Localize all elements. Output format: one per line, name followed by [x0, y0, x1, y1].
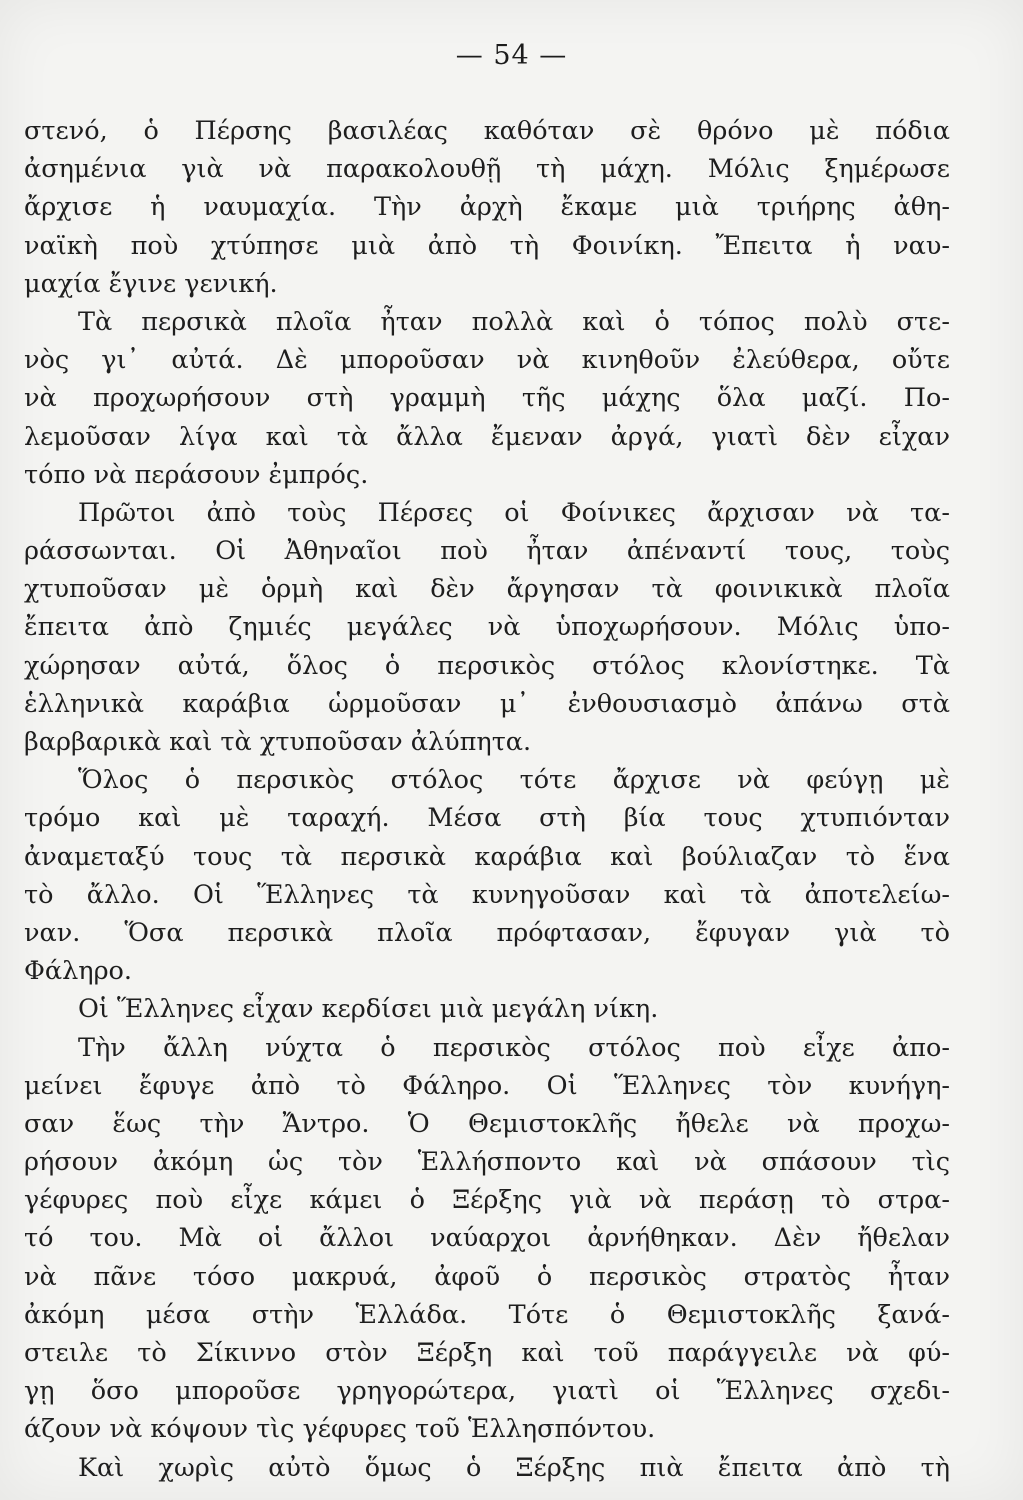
text-line: ράσσωνται. Οἱ Ἀθηναῖοι ποὺ ἦταν ἀπέναντί τους, τοὺς — [24, 536, 950, 567]
text-line: στενό, ὁ Πέρσης βασιλέας καθόταν σὲ θρόνο μὲ πόδια — [24, 116, 950, 146]
text-line: νὸς γι᾽ αὐτά. Δὲ μποροῦσαν νὰ κινηθοῦν ἐλεύθερα, οὔτε — [24, 345, 950, 376]
text-line: ναϊκὴ ποὺ χτύπησε μιὰ ἀπὸ τὴ Φοινίκη. Ἔπειτα ἡ ναυ- — [24, 230, 950, 261]
text-line: ἀκόμη μέσα στὴν Ἑλλάδα. Τότε ὁ Θεμιστοκλῆς ξανά- — [24, 1299, 950, 1330]
text-line: Τὴν ἄλλη νύχτα ὁ περσικὸς στόλος ποὺ εἶχε ἀπο- — [78, 1032, 950, 1063]
text-line: τρόμο καὶ μὲ ταραχή. Μέσα στὴ βία τους χτυπιόνταν — [24, 803, 950, 834]
text-line: μαχία ἔγινε γενική. — [24, 268, 278, 299]
page-number: — 54 — — [455, 40, 568, 71]
text-line: Ὅλος ὁ περσικὸς στόλος τότε ἄρχισε νὰ φεύγῃ μὲ — [78, 765, 950, 796]
text-line: γέφυρες ποὺ εἶχε κάμει ὁ Ξέρξης γιὰ νὰ περάσῃ τὸ στρα- — [24, 1185, 950, 1216]
text-line: ἄρχισε ἡ ναυμαχία. Τὴν ἀρχὴ ἔκαμε μιὰ τριήρης ἀθη- — [24, 192, 950, 223]
text-line: χώρησαν αὐτά, ὅλος ὁ περσικὸς στόλος κλονίστηκε. Τὰ — [24, 650, 950, 681]
text-line: τόπο νὰ περάσουν ἐμπρός. — [24, 459, 369, 490]
text-line: Καὶ χωρὶς αὐτὸ ὅμως ὁ Ξέρξης πιὰ ἔπειτα ἀπὸ τὴ — [78, 1452, 950, 1483]
text-line: ἀσημένια γιὰ νὰ παρακολουθῇ τὴ μάχη. Μόλις ξημέρωσε — [24, 154, 950, 185]
text-line: Τὰ περσικὰ πλοῖα ἦταν πολλὰ καὶ ὁ τόπος πολὺ στε- — [78, 306, 950, 337]
text-line: γῃ ὅσο μποροῦσε γρηγορώτερα, γιατὶ οἱ Ἕλληνες σχεδι- — [24, 1376, 950, 1407]
text-line: τό του. Μὰ οἱ ἄλλοι ναύαρχοι ἀρνήθηκαν. Δὲν ἤθελαν — [24, 1223, 950, 1254]
text-line: βαρβαρικὰ καὶ τὰ χτυποῦσαν ἀλύπητα. — [24, 727, 532, 757]
text-line: νὰ προχωρήσουν στὴ γραμμὴ τῆς μάχης ὅλα μαζί. Πο- — [24, 383, 950, 414]
text-line: ἑλληνικὰ καράβια ὡρμοῦσαν μ᾽ ἐνθουσιασμὸ ἀπάνω στὰ — [24, 688, 950, 719]
text-line: άζουν νὰ κόψουν τὶς γέφυρες τοῦ Ἑλλησπόντου. — [24, 1414, 656, 1445]
text-line: τὸ ἄλλο. Οἱ Ἕλληνες τὰ κυνηγοῦσαν καὶ τὰ ἀποτελείω- — [24, 879, 950, 910]
text-line: Φάληρο. — [24, 956, 133, 987]
text-line: σαν ἕως τὴν Ἄντρο. Ὁ Θεμιστοκλῆς ἤθελε νὰ προχω- — [24, 1108, 950, 1139]
text-line: ἔπειτα ἀπὸ ζημιές μεγάλες νὰ ὑποχωρήσουν. Μόλις ὑπο- — [24, 612, 950, 643]
text-line: στειλε τὸ Σίκιννο στὸν Ξέρξη καὶ τοῦ παράγγειλε νὰ φύ- — [24, 1338, 950, 1368]
text-line: ἀναμεταξύ τους τὰ περσικὰ καράβια καὶ βούλιαζαν τὸ ἕνα — [24, 841, 950, 872]
body-text — [24, 112, 950, 1487]
text-line: νὰ πᾶνε τόσο μακρυά, ἀφοῦ ὁ περσικὸς στρατὸς ἦταν — [24, 1261, 950, 1292]
text-line: ναν. Ὅσα περσικὰ πλοῖα πρόφτασαν, ἔφυγαν γιὰ τὸ — [24, 917, 950, 948]
text-line: Οἱ Ἕλληνες εἶχαν κερδίσει μιὰ μεγάλη νίκη. — [78, 994, 659, 1025]
text-line: χτυποῦσαν μὲ ὁρμὴ καὶ δὲν ἄργησαν τὰ φοινικικὰ πλοῖα — [24, 574, 950, 605]
text-line: Πρῶτοι ἀπὸ τοὺς Πέρσες οἱ Φοίνικες ἄρχισαν νὰ τα- — [78, 497, 950, 528]
text-line: ρήσουν ἀκόμη ὡς τὸν Ἑλλήσποντο καὶ νὰ σπάσουν τὶς — [24, 1147, 950, 1178]
text-line: μείνει ἔφυγε ἀπὸ τὸ Φάληρο. Οἱ Ἕλληνες τὸν κυνήγη- — [24, 1070, 950, 1101]
text-line: λεμοῦσαν λίγα καὶ τὰ ἄλλα ἔμεναν ἀργά, γιατὶ δὲν εἶχαν — [24, 421, 950, 452]
